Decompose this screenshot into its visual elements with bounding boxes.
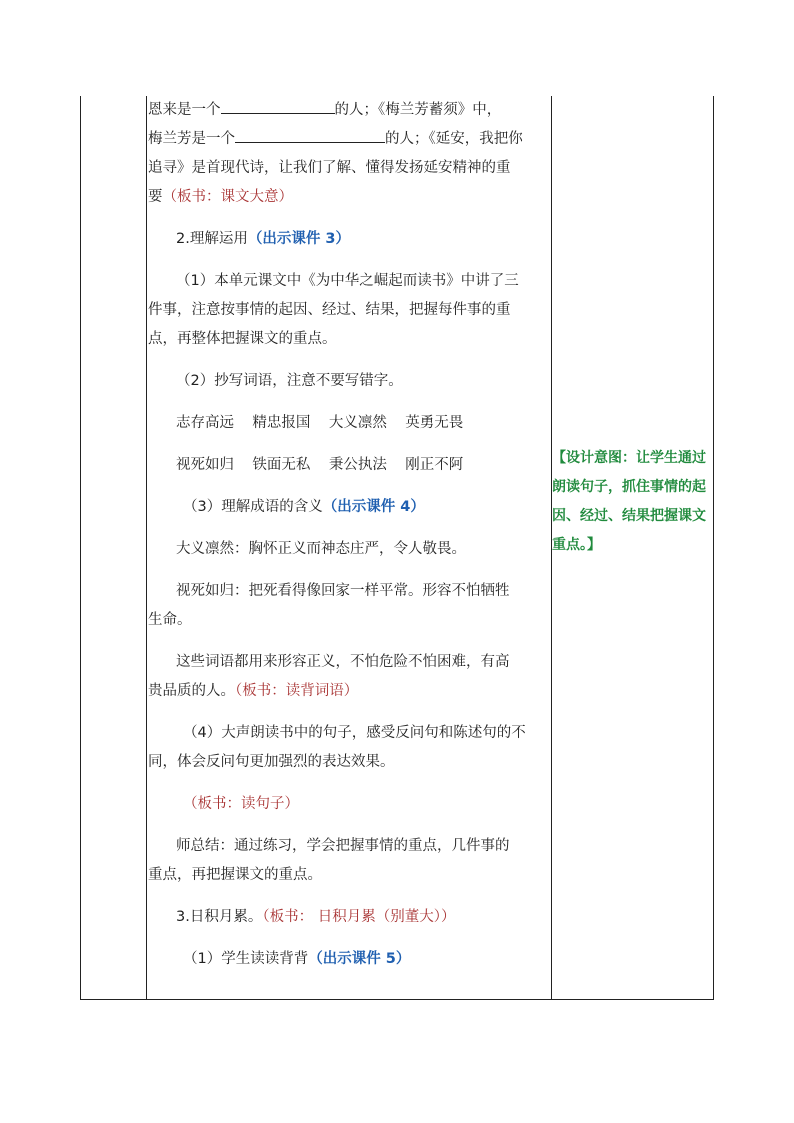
- item-4-line-1: （4）大声朗读书中的句子，感受反问句和陈述句的不: [183, 725, 526, 741]
- intro-line-3: 追寻》是首现代诗，让我们了解、懂得发扬延安精神的重: [148, 160, 511, 176]
- design-intent-note: [552, 444, 712, 560]
- table-border-right: [713, 96, 714, 1000]
- word-summary-line-2: 贵品质的人。（板书：读背词语）: [148, 683, 359, 699]
- table-border-left: [80, 96, 81, 1000]
- item-1-line-2: 件事，注意按事情的起因、经过、结果，把握每件事的重: [148, 302, 511, 318]
- definition-2-line-2: 生命。: [148, 612, 192, 628]
- word-row-2: 视死如归 铁面无私 秉公执法 刚正不阿: [176, 457, 464, 473]
- design-intent-line-2: 朗读句子，抓住事情的起: [552, 479, 706, 495]
- word-summary-line-1: 这些词语都用来形容正义，不怕危险不怕困难，有高: [176, 654, 510, 670]
- item-4-line-2: 同，体会反问句更加强烈的表达效果。: [148, 754, 395, 770]
- design-intent-line-3: 因、经过、结果把握课文: [552, 508, 706, 524]
- conclusion-line-2: 重点，再把握课文的重点。: [148, 867, 322, 883]
- item-5-title: （1）学生读读背背（出示课件 5）: [183, 951, 411, 967]
- board-note: （板书： 日积月累（别董大））: [262, 909, 456, 925]
- main-content-column: [147, 96, 551, 974]
- courseware-label: （出示课件 3）: [247, 231, 350, 247]
- word-row-1: 志存高远 精忠报国 大义凛然 英勇无畏: [176, 415, 464, 431]
- intro-line-2: 梅兰芳是一个 的人；《延安，我把你: [147, 125, 551, 154]
- design-intent-line-4: 重点。】: [552, 537, 601, 553]
- intro-line-1: 恩来是一个 的人；《梅兰芳蓄须》中，: [147, 96, 551, 125]
- item-3-title: （3）理解成语的含义（出示课件 4）: [183, 499, 425, 515]
- conclusion-line-1: 师总结：通过练习，学会把握事情的重点，几件事的: [176, 838, 510, 854]
- definition-2-line-1: 视死如归：把死看得像回家一样平常。形容不怕牺牲: [176, 583, 510, 599]
- table-border-bottom: [80, 999, 714, 1000]
- board-note-read-sentence: （板书：读句子）: [183, 796, 299, 812]
- courseware-label: （出示课件 5）: [308, 951, 411, 967]
- section-3-heading: 3.日积月累。（板书： 日积月累（别董大））: [176, 909, 456, 925]
- intro-line-4: 要（板书：课文大意）: [148, 189, 293, 205]
- courseware-label: （出示课件 4）: [322, 499, 425, 515]
- item-1-line-1: （1）本单元课文中《为中华之崛起而读书》中讲了三: [176, 273, 519, 289]
- section-2-heading: 2.理解运用（出示课件 3）: [176, 231, 350, 247]
- fill-blank: [221, 99, 335, 114]
- board-note: （板书：读背词语）: [235, 683, 359, 699]
- definition-1: 大义凛然：胸怀正义而神态庄严，令人敬畏。: [176, 541, 466, 557]
- fill-blank: [235, 128, 385, 143]
- board-note: （板书：课文大意）: [162, 189, 293, 205]
- item-1-line-3: 点，再整体把握课文的重点。: [148, 331, 337, 347]
- item-2-title: （2）抄写词语，注意不要写错字。: [176, 373, 403, 389]
- lesson-table: [80, 96, 714, 1000]
- design-intent-line-1: 【设计意图：让学生通过: [552, 450, 706, 466]
